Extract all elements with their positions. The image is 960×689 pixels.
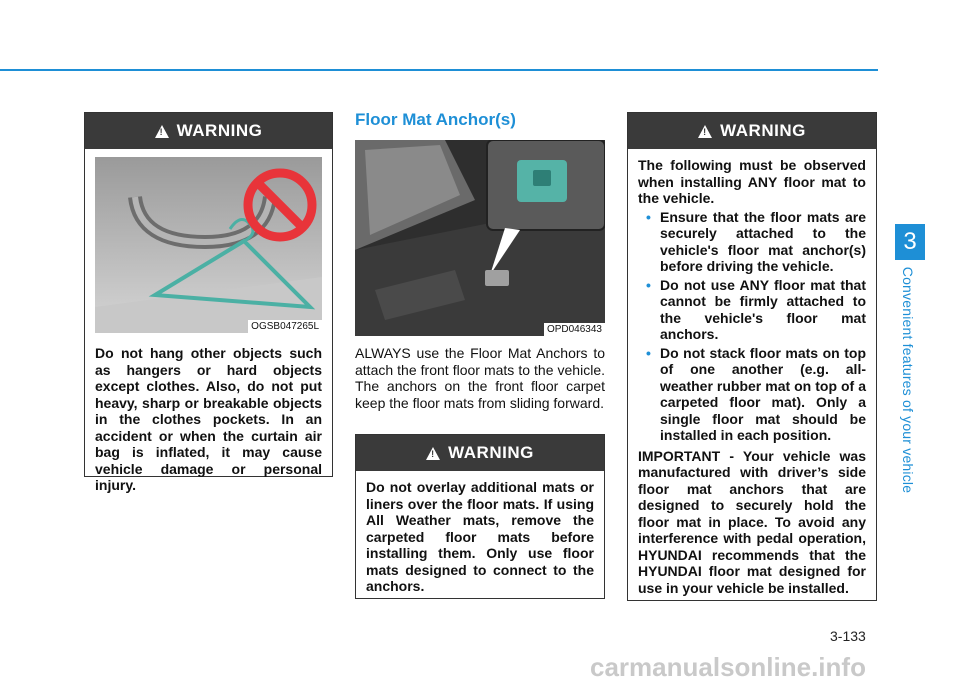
bullet-item: • Do not stack floor mats on top of one another (e.g. all-weather rubber mat on top of a carpeted floor mat). Only a single floor mat should be installed in each position.	[638, 345, 866, 444]
warning-text: Do not overlay additional mats or liners over the floor mats. If using All Weather mats, remove the carpeted floor mats before installing them. Only use floor mats designed to connect to the anchors.	[366, 479, 594, 594]
chapter-title: Convenient features of your vehicle	[900, 266, 916, 494]
floor-mat-description: ALWAYS use the Floor Mat Anchors to attach the front floor mats to the vehicle. The anchors on the front floor carpet keep the floor mats from sliding forward.	[355, 345, 605, 411]
warning-content	[628, 149, 876, 604]
warning-heading: WARNING	[720, 121, 806, 140]
chapter-title-vertical	[878, 265, 938, 495]
figure-code: OPD046343	[544, 323, 605, 336]
warning-icon	[426, 447, 440, 460]
header-rule	[0, 69, 878, 71]
warning-header	[356, 435, 604, 471]
floor-mat-illustration	[355, 140, 605, 336]
important-note: IMPORTANT - Your vehicle was manufactured with driver’s side floor mat anchors that are designed to securely hold the floor mat in place. To avoid any interference with pedal operation, HYUNDAI recommends that the HYUNDAI floor mat designed for use in your vehicle be installed.	[638, 447, 866, 596]
warning-icon	[155, 125, 169, 138]
page-number: 3-133	[830, 628, 866, 644]
hanger-illustration	[95, 157, 322, 333]
warning-icon	[698, 125, 712, 138]
warning-heading: WARNING	[176, 121, 263, 140]
chapter-number-tab: 3	[895, 224, 925, 260]
warning-heading: WARNING	[448, 443, 534, 462]
figure-code: OGSB047265L	[248, 320, 322, 333]
hanger-figure	[95, 157, 322, 333]
section-title: Floor Mat Anchor(s)	[355, 110, 516, 129]
warning-intro: The following must be observed when installing ANY floor mat to the vehicle.	[638, 157, 866, 206]
warning-text: Do not hang other objects such as hangers or hard objects except clothes. Also, do not put heavy, sharp or breakable objects in the clothes pockets. In an accident or when the curtain air bag is inflated, it may cause vehicle damage or personal injury.	[95, 345, 322, 493]
bullet-item: • Do not use ANY floor mat that cannot be firmly attached to the vehicle's floor mat anchors.	[638, 277, 866, 343]
bullet-item: • Ensure that the floor mats are securely attached to the vehicle's floor mat anchor(s) before driving the vehicle.	[638, 209, 866, 275]
right-warning-box	[627, 112, 877, 601]
floor-mat-anchor-figure	[355, 140, 605, 336]
warning-header	[85, 113, 332, 149]
left-warning-box	[84, 112, 333, 493]
watermark: carmanualsonline.info	[590, 652, 866, 682]
warning-header	[628, 113, 876, 149]
middle-warning-box	[355, 434, 605, 599]
